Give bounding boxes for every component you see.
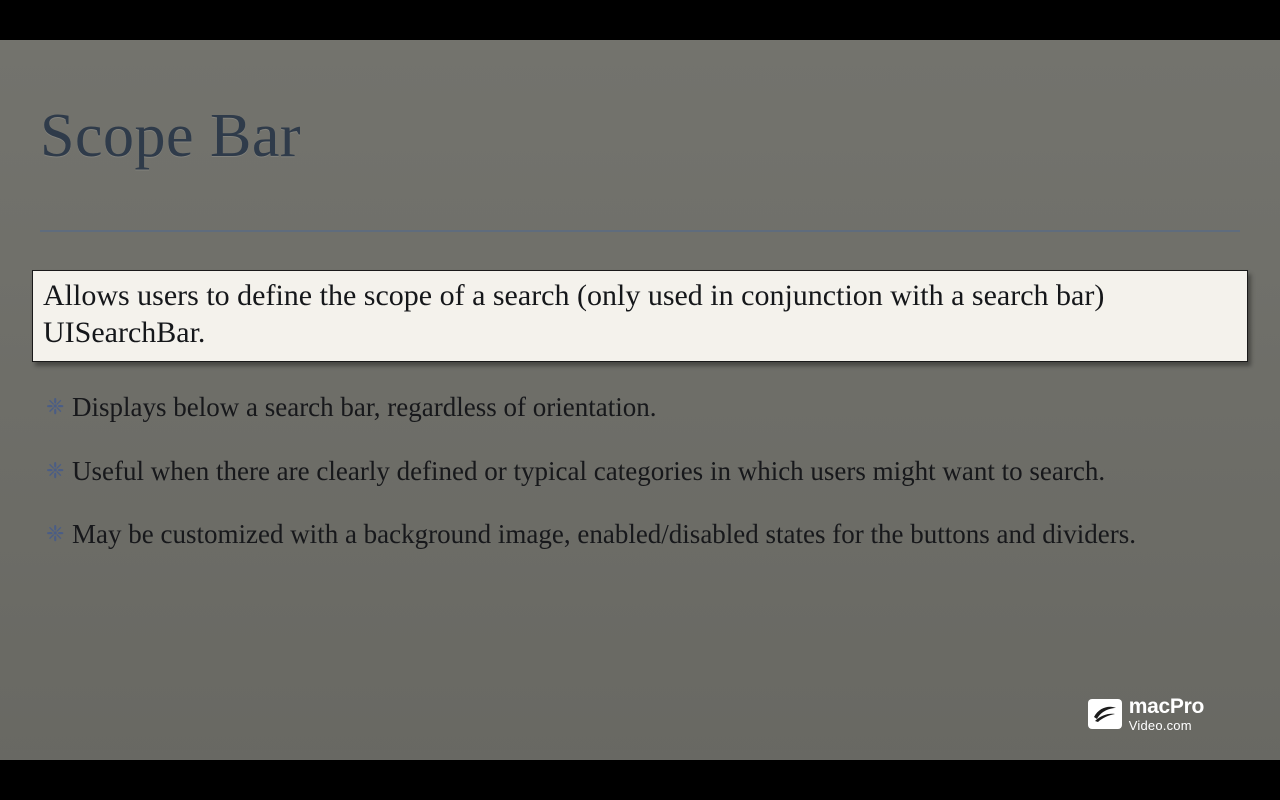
list-item [42,390,1240,426]
page-title: Scope Bar [40,102,302,170]
logo-line-1: macPro [1128,695,1204,718]
bullet-marker-icon: ❈ [46,394,65,419]
list-item [42,517,1240,553]
logo-wordmark [1129,696,1204,732]
slide [0,40,1280,760]
list-item-label: May be customized with a background image, enabled/disabled states for the buttons and dividers. [72,519,1136,550]
bullet-list [42,390,1240,581]
swoosh-icon [1088,699,1122,729]
title-divider [40,230,1240,232]
letterbox-top [0,0,1280,40]
list-item-label: Displays below a search bar, regardless of orientation. [72,392,657,422]
callout-text: Allows users to define the scope of a search (only used in conjunction with a search bar) UISearchBar. [43,279,1105,350]
bullet-marker-icon: ❈ [46,457,65,483]
letterbox-bottom [0,760,1280,800]
bullet-marker-icon: ❈ [46,521,65,547]
logo-line-2: Video.com [1128,718,1192,733]
list-item-label: Useful when there are clearly defined or typical categories in which users might want to search. [72,455,1106,486]
callout-box [32,270,1248,362]
slide-content [40,40,1240,760]
watermark-logo [1088,696,1204,732]
list-item [42,454,1240,490]
